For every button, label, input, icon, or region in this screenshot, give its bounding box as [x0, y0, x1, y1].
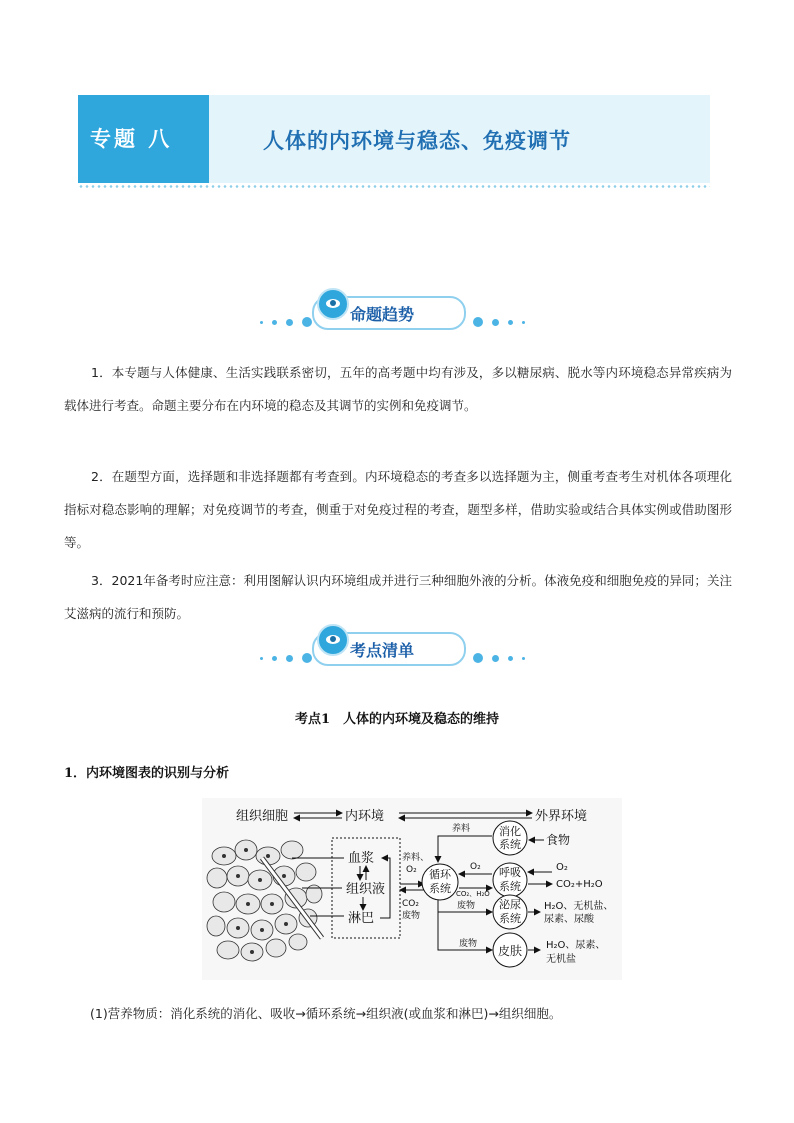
label-tissue-fluid: 组织液	[346, 882, 386, 897]
label-resp-1: 呼吸	[499, 866, 521, 879]
body-text-nutrients: (1)营养物质：消化系统的消化、吸收→循环系统→组织液(或血浆和淋巴)→组织细胞。	[90, 1006, 562, 1021]
label-resp-2: 系统	[499, 880, 521, 893]
chapter-label-block	[78, 95, 209, 183]
label-co2: CO₂	[402, 899, 419, 909]
label-nutrients: 养料	[452, 824, 471, 834]
label-co2-h2o: CO₂、H₂O	[456, 890, 490, 898]
chapter-label: 专题 八	[90, 126, 173, 151]
label-dig-2: 系统	[499, 838, 521, 851]
left-dots	[260, 653, 312, 663]
label-nutrients-2: 养料、	[402, 853, 430, 863]
label-dig-1: 消化	[499, 825, 521, 838]
banner-dotted-divider	[78, 184, 710, 189]
label-co2-h2o-out: CO₂+H₂O	[556, 879, 603, 890]
eye-icon	[317, 288, 349, 320]
label-o2-c: O₂	[556, 862, 568, 873]
left-dots	[260, 317, 312, 327]
label-uri-1: 泌尿	[499, 898, 521, 911]
label-waste-1: 废物	[402, 911, 421, 921]
paragraph-1: 1．本专题与人体健康、生活实践联系密切，五年的高考题中均有涉及，多以糖尿病、脱水等内环境稳态异常疾病为载体进行考查。命题主要分布在内环境的稳态及其调节的实例和免疫调节。	[64, 365, 732, 413]
right-dots	[473, 317, 525, 327]
chapter-title: 人体的内环境与稳态、免疫调节	[263, 128, 571, 153]
chapter-banner	[78, 95, 710, 183]
label-o2-b: O₂	[470, 862, 481, 872]
paragraph-3: 3．2021年备考时应注意：利用图解认识内环境组成并进行三种细胞外液的分析。体液免疫和细胞免疫的异同；关注艾滋病的流行和预防。	[64, 573, 732, 621]
label-waste-2: 废物	[457, 901, 476, 911]
right-dots	[473, 653, 525, 663]
label-skin-out-1: H₂O、尿素、	[546, 940, 606, 951]
label-skin: 皮肤	[498, 944, 523, 958]
label-uri-2: 系统	[499, 912, 521, 925]
section-badge-list	[255, 628, 535, 674]
label-lymph: 淋巴	[348, 911, 375, 926]
label-plasma: 血浆	[348, 851, 375, 866]
label-external-env: 外界环境	[535, 809, 588, 824]
label-circ-1: 循环	[429, 868, 451, 881]
section-title-trend: 命题趋势	[350, 305, 415, 324]
label-circ-2: 系统	[429, 882, 451, 895]
paragraph-2: 2．在题型方面，选择题和非选择题都有考查到。内环境稳态的考查多以选择题为主，侧重考查考生对机体各项理化指标对稳态影响的理解；对免疫调节的考查，侧重于对免疫过程的考查，题型多样，借助实验或结合具体实例或借助图形等。	[64, 469, 732, 550]
label-internal-env: 内环境	[345, 809, 385, 824]
eye-icon	[317, 624, 349, 656]
label-uri-out-2: 尿素、尿酸	[544, 914, 594, 925]
kaodian-title: 考点1 人体的内环境及稳态的维持	[294, 712, 500, 727]
label-uri-out-1: H₂O、无机盐、	[544, 901, 614, 912]
label-waste-3: 废物	[459, 939, 478, 949]
label-food: 食物	[546, 833, 571, 847]
subheading: 1．内环境图表的识别与分析	[64, 766, 230, 781]
section-title-list: 考点清单	[350, 641, 415, 660]
label-o2-a: O₂	[406, 865, 417, 875]
label-tissue-cell: 组织细胞	[236, 809, 289, 824]
internal-environment-diagram	[202, 798, 622, 980]
label-skin-out-2: 无机盐	[546, 954, 576, 965]
section-badge-trend	[255, 292, 535, 338]
